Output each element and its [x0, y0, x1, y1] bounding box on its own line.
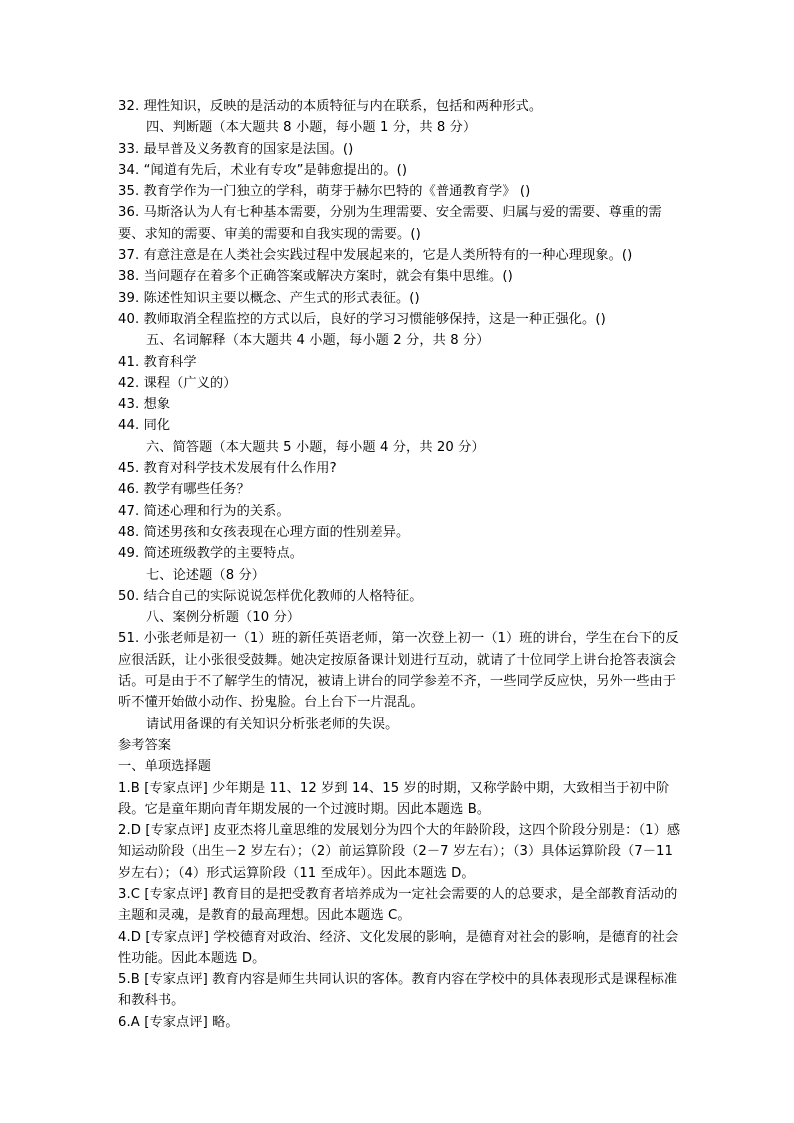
text-line-q40: 40. 教师取消全程监控的方式以后，良好的学习习惯能够保持，这是一种正强化。()	[118, 311, 606, 327]
text-line-q50: 50. 结合自己的实际说说怎样优化教师的人格特征。	[118, 588, 423, 604]
document-body	[118, 96, 684, 1033]
text-line-q32: 32. 理性知识，反映的是活动的本质特征与内在联系，包括和两种形式。	[118, 99, 543, 114]
text-line-q36: 36. 马斯洛认为人有七种基本需要，分别为生理需要、安全需要、归属与爱的需要、尊重的需要、求知的需要、审美的需要和自我实现的需要。()	[118, 205, 662, 242]
text-line-sec6: 六、简答题（本大题共 5 小题，每小题 4 分，共 20 分）	[146, 439, 485, 455]
text-line-q46: 46. 教学有哪些任务？	[118, 482, 250, 498]
text-line-q41: 41. 教育科学	[118, 354, 197, 370]
text-line-q44: 44. 同化	[118, 418, 171, 434]
text-line-q37: 37. 有意注意是在人类社会实践过程中发展起来的，它是人类所特有的一种心理现象。()	[118, 248, 633, 264]
text-line-q34: 34. “闻道有先后，术业有专攻”是韩愈提出的。()	[118, 162, 408, 178]
text-line-a5: 5.B [专家点评] 教育内容是师生共同认识的客体。教育内容在学校中的具体表现形式是课程标准和教科书。	[118, 972, 678, 1009]
text-line-a2: 2.D [专家点评] 皮亚杰将儿童思维的发展划分为四个大的年龄阶段，这四个阶段分别是：（1）感知运动阶段（出生－2 岁左右）；（2）前运算阶段（2－7 岁左右）；（3）具体运算阶段（7－11 岁左右）；（4）形式运算阶段（11 至成年）。因此本题选 D。	[118, 823, 681, 881]
text-line-q47: 47. 简述心理和行为的关系。	[118, 503, 290, 519]
text-line-sec7: 七、论述题（8 分）	[146, 567, 266, 583]
text-line-a3: 3.C [专家点评] 教育目的是把受教育者培养成为一定社会需要的人的总要求，是全部教育活动的主题和灵魂，是教育的最高理想。因此本题选 C。	[118, 886, 678, 924]
text-line-q33: 33. 最早普及义务教育的国家是法国。()	[118, 141, 354, 157]
text-line-q49: 49. 简述班级教学的主要特点。	[118, 546, 304, 562]
text-line-a6: 6.A [专家点评] 略。	[118, 1014, 239, 1030]
text-line-sec8: 八、案例分析题（10 分）	[146, 610, 301, 626]
text-line-q39: 39. 陈述性知识主要以概念、产生式的形式表征。()	[118, 290, 420, 306]
text-line-q35: 35. 教育学作为一门独立的学科，萌芽于赫尔巴特的《普通教育学》 ()	[118, 184, 531, 200]
text-line-ans: 参考答案	[118, 737, 172, 753]
text-line-q43: 43. 想象	[118, 397, 171, 413]
text-line-q51b: 请试用备课的有关知识分析张老师的失误。	[146, 716, 399, 732]
text-line-sec5: 五、名词解释（本大题共 4 小题，每小题 2 分，共 8 分）	[146, 333, 490, 349]
text-line-q48: 48. 简述男孩和女孩表现在心理方面的性别差异。	[118, 524, 410, 540]
text-line-sec4: 四、判断题（本大题共 8 小题，每小题 1 分，共 8 分）	[146, 120, 477, 136]
text-line-ans1: 一、单项选择题	[118, 759, 212, 775]
text-line-a1: 1.B [专家点评] 少年期是 11、12 岁到 14、15 岁的时期，又称学龄中期，大致相当于初中阶段。它是童年期向青年期发展的一个过渡时期。因此本题选 B。	[118, 780, 670, 817]
text-line-q45: 45. 教育对科学技术发展有什么作用?	[118, 461, 337, 477]
text-line-a4: 4.D [专家点评] 学校德育对政治、经济、文化发展的影响，是德育对社会的影响，是德育的社会性功能。因此本题选 D。	[118, 929, 679, 966]
text-line-q42: 42. 课程（广义的）	[118, 375, 237, 391]
text-line-q38: 38. 当问题存在着多个正确答案或解决方案时，就会有集中思维。()	[118, 269, 513, 285]
text-line-q51: 51. 小张老师是初一（1）班的新任英语老师，第一次登上初一（1）班的讲台，学生在台下的反应很活跃，让小张很受鼓舞。她决定按原备课计划进行互动，就请了十位同学上讲台抢答表演会话。可是由于不了解学生的情况，被请上讲台的同学参差不齐，一些同学反应快，另外一些由于听不懂开始做小动作、扮鬼脸。台上台下一片混乱。	[118, 631, 679, 711]
